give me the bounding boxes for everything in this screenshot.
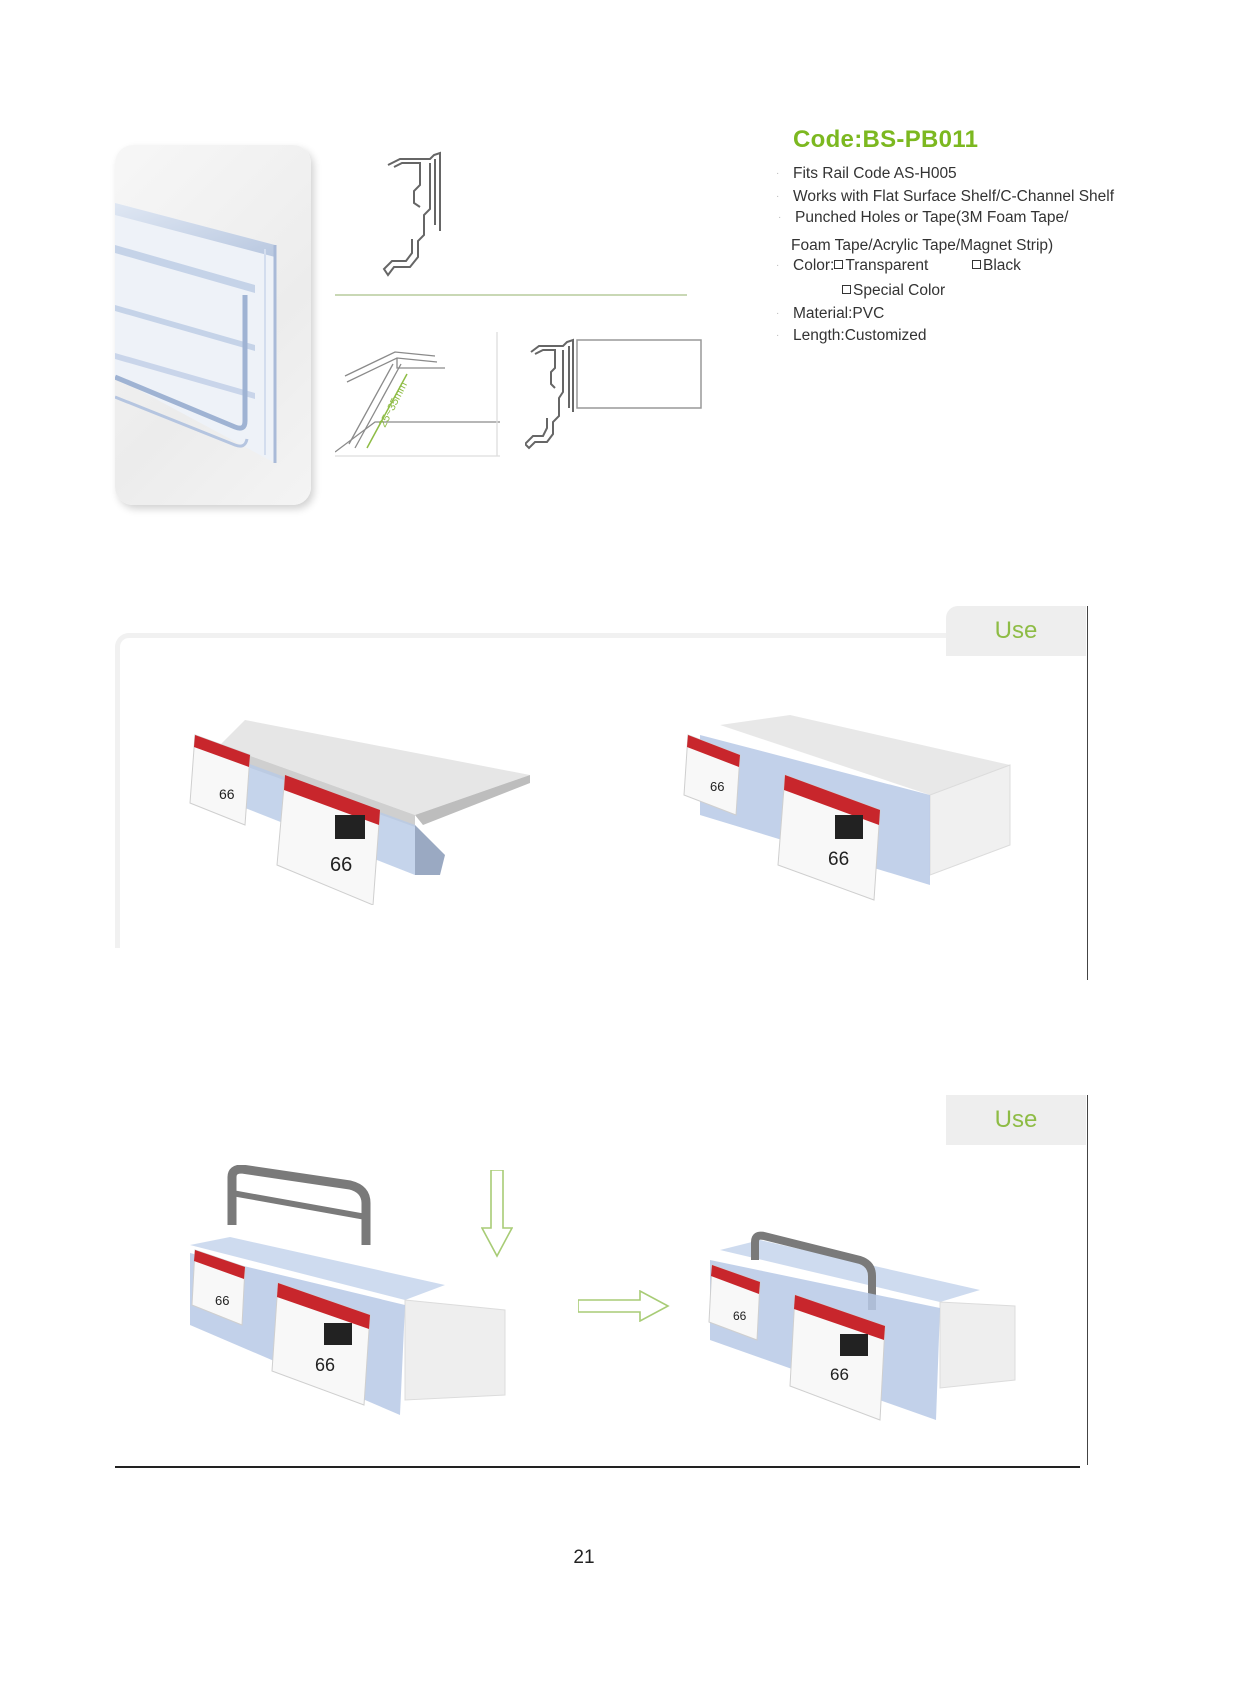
checkbox-icon bbox=[834, 260, 843, 269]
svg-text:66: 66 bbox=[330, 854, 353, 876]
angle-diagram bbox=[335, 332, 500, 457]
use-panel-2-edge bbox=[1087, 1095, 1088, 1465]
arrow-down-icon bbox=[481, 1170, 513, 1258]
svg-text:66: 66 bbox=[710, 779, 725, 794]
svg-text:66: 66 bbox=[215, 1293, 230, 1308]
use-panel-1-edge bbox=[1087, 606, 1088, 980]
bullet-icon: · bbox=[776, 308, 780, 319]
spec-length: · Length:Customized bbox=[776, 327, 927, 344]
bullet-icon: · bbox=[778, 212, 782, 223]
spec-color-black: Black bbox=[972, 257, 1021, 275]
bullet-icon: · bbox=[776, 260, 780, 271]
use-tab-2: Use bbox=[946, 1095, 1086, 1145]
spec-fits-rail: · Fits Rail Code AS-H005 bbox=[776, 165, 957, 182]
profile-on-shelf bbox=[525, 336, 705, 456]
profile-cross-section bbox=[380, 145, 450, 285]
rail-photo-illustration bbox=[115, 145, 311, 505]
dimension-label: 25~35mm bbox=[376, 380, 411, 430]
product-code: Code:BS-PB011 bbox=[793, 126, 979, 153]
use-scene-c-channel bbox=[680, 715, 1020, 905]
spec-mounting-line2: Foam Tape/Acrylic Tape/Magnet Strip) bbox=[791, 237, 1054, 254]
svg-text:66: 66 bbox=[830, 1365, 849, 1384]
svg-text:66: 66 bbox=[219, 786, 235, 802]
use-scene-flat-shelf bbox=[185, 715, 535, 905]
svg-text:66: 66 bbox=[733, 1309, 747, 1323]
checkbox-icon bbox=[842, 285, 851, 294]
bullet-icon: · bbox=[776, 191, 780, 202]
bullet-icon: · bbox=[776, 330, 780, 341]
checkbox-icon bbox=[972, 260, 981, 269]
svg-text:66: 66 bbox=[828, 849, 850, 870]
divider-line bbox=[335, 294, 687, 296]
spec-mounting-line1: · Punched Holes or Tape(3M Foam Tape/ bbox=[778, 209, 1069, 226]
spec-color-special: Special Color bbox=[842, 282, 945, 300]
svg-text:66: 66 bbox=[315, 1355, 336, 1375]
use-tab-1: Use bbox=[946, 606, 1086, 656]
spec-works-with: · Works with Flat Surface Shelf/C-Channel Shelf bbox=[776, 188, 1115, 205]
spec-material: · Material:PVC bbox=[776, 305, 885, 322]
use-scene-bar-before bbox=[190, 1165, 520, 1425]
bullet-icon: · bbox=[776, 168, 780, 179]
spec-color: · Color: Transparent bbox=[776, 257, 929, 274]
page-number: 21 bbox=[573, 1547, 595, 1568]
bottom-rule bbox=[115, 1466, 1080, 1468]
use-scene-bar-after bbox=[700, 1230, 1020, 1430]
product-photo bbox=[115, 145, 311, 505]
arrow-right-icon bbox=[578, 1290, 670, 1322]
